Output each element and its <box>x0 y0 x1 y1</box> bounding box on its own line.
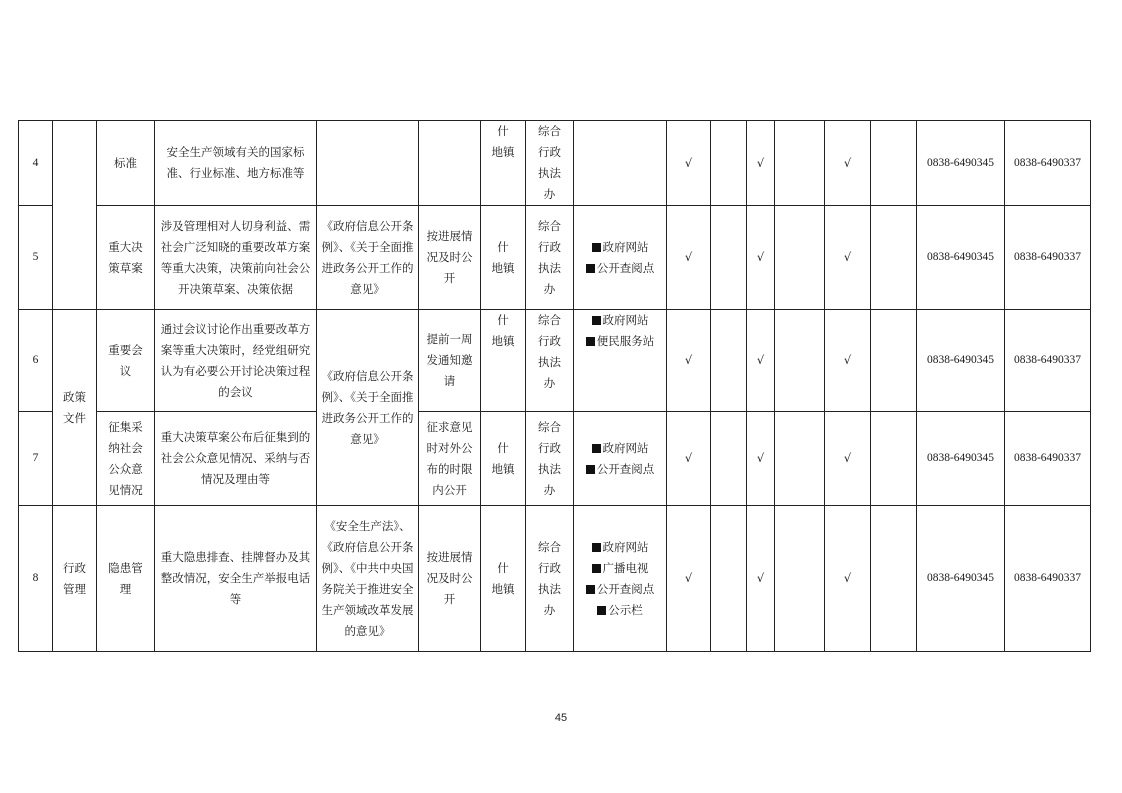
bullet-square-icon <box>586 585 595 594</box>
check-mark: √ <box>825 121 871 206</box>
bullet-square-icon <box>592 543 601 552</box>
empty-cell <box>871 506 917 652</box>
item-description: 重大隐患排查、挂牌督办及其整改情况，安全生产举报电话等 <box>155 506 317 652</box>
check-mark: √ <box>747 506 775 652</box>
responsible-dept: 综合 行政 执法 办 <box>526 412 574 506</box>
item-description: 涉及管理相对人切身利益、需社会广泛知晓的重要改革方案等重大决策，决策前向社会公开决策草案、决策依据 <box>155 206 317 310</box>
bullet-square-icon <box>586 465 595 474</box>
channel-item: 政府网站 <box>578 310 662 331</box>
disclosure-table <box>18 120 1091 652</box>
empty-cell <box>711 412 747 506</box>
empty-cell <box>871 310 917 412</box>
disclosure-channels <box>574 121 667 206</box>
responsible-dept: 综合 行政 执法 办 <box>526 506 574 652</box>
channel-item: 政府网站 <box>578 438 662 459</box>
category-name: 政策 文件 <box>53 310 97 506</box>
legal-basis: 《政府信息公开条例》、《关于全面推进政务公开工作的意见》 <box>317 206 419 310</box>
channel-item: 便民服务站 <box>578 331 662 352</box>
bullet-square-icon <box>592 564 601 573</box>
disclosure-time: 征求意见 时对外公 布的时限 内公开 <box>419 412 481 506</box>
check-mark: √ <box>747 412 775 506</box>
empty-cell <box>871 121 917 206</box>
channel-item: 公开查阅点 <box>578 459 662 480</box>
empty-cell <box>775 412 825 506</box>
disclosure-subject: 什 地镇 <box>481 412 526 506</box>
empty-cell <box>711 121 747 206</box>
table-row <box>19 206 1091 310</box>
disclosure-subject: 什 地镇 <box>481 310 526 412</box>
check-mark: √ <box>667 310 711 412</box>
bullet-square-icon <box>592 316 601 325</box>
check-mark: √ <box>825 506 871 652</box>
empty-cell <box>775 121 825 206</box>
check-mark: √ <box>667 506 711 652</box>
row-number: 8 <box>19 506 53 652</box>
phone-number: 0838-6490345 <box>917 310 1005 412</box>
phone-number: 0838-6490337 <box>1005 121 1091 206</box>
disclosure-subject: 什 地镇 <box>481 506 526 652</box>
row-number: 6 <box>19 310 53 412</box>
item-description: 安全生产领域有关的国家标准、行业标准、地方标准等 <box>155 121 317 206</box>
disclosure-subject: 什 地镇 <box>481 206 526 310</box>
channel-item: 公示栏 <box>578 600 662 621</box>
table-row <box>19 121 1091 206</box>
bullet-square-icon <box>586 337 595 346</box>
check-mark: √ <box>667 121 711 206</box>
phone-number: 0838-6490345 <box>917 412 1005 506</box>
table-row <box>19 310 1091 412</box>
item-description: 重大决策草案公布后征集到的社会公众意见情况、采纳与否情况及理由等 <box>155 412 317 506</box>
responsible-dept: 综合 行政 执法 办 <box>526 121 574 206</box>
check-mark: √ <box>747 121 775 206</box>
category-cell-empty <box>53 121 97 310</box>
responsible-dept: 综合 行政 执法 办 <box>526 310 574 412</box>
table-row <box>19 506 1091 652</box>
empty-cell <box>775 310 825 412</box>
empty-cell <box>871 206 917 310</box>
item-name: 重大决 策草案 <box>97 206 155 310</box>
legal-basis: 《政府信息公开条例》、《关于全面推进政务公开工作的意见》 <box>317 310 419 506</box>
legal-basis: 《安全生产法》、《政府信息公开条例》、《中共中央国务院关于推进安全生产领域改革发展的意见》 <box>317 506 419 652</box>
empty-cell <box>775 206 825 310</box>
check-mark: √ <box>825 412 871 506</box>
item-name: 重要会 议 <box>97 310 155 412</box>
channel-item: 公开查阅点 <box>578 258 662 279</box>
disclosure-channels <box>574 206 667 310</box>
channel-item: 公开查阅点 <box>578 579 662 600</box>
phone-number: 0838-6490345 <box>917 121 1005 206</box>
channel-item: 广播电视 <box>578 558 662 579</box>
phone-number: 0838-6490337 <box>1005 412 1091 506</box>
item-name: 隐患管 理 <box>97 506 155 652</box>
check-mark: √ <box>747 310 775 412</box>
item-description: 通过会议讨论作出重要改革方案等重大决策时，经党组研究认为有必要公开讨论决策过程的会议 <box>155 310 317 412</box>
disclosure-subject: 什 地镇 <box>481 121 526 206</box>
bullet-square-icon <box>592 243 601 252</box>
check-mark: √ <box>747 206 775 310</box>
row-number: 4 <box>19 121 53 206</box>
phone-number: 0838-6490345 <box>917 206 1005 310</box>
channel-item: 政府网站 <box>578 237 662 258</box>
phone-number: 0838-6490337 <box>1005 506 1091 652</box>
disclosure-time: 提前一周 发通知邀 请 <box>419 310 481 412</box>
disclosure-channels <box>574 506 667 652</box>
item-name: 征集采 纳社会 公众意 见情况 <box>97 412 155 506</box>
empty-cell <box>711 206 747 310</box>
empty-cell <box>711 506 747 652</box>
row-number: 7 <box>19 412 53 506</box>
empty-cell <box>775 506 825 652</box>
disclosure-time: 按进展情 况及时公 开 <box>419 206 481 310</box>
responsible-dept: 综合 行政 执法 办 <box>526 206 574 310</box>
disclosure-channels <box>574 412 667 506</box>
item-name: 标准 <box>97 121 155 206</box>
empty-cell <box>871 412 917 506</box>
phone-number: 0838-6490337 <box>1005 310 1091 412</box>
check-mark: √ <box>825 206 871 310</box>
phone-number: 0838-6490337 <box>1005 206 1091 310</box>
channel-item: 政府网站 <box>578 537 662 558</box>
bullet-square-icon <box>597 606 606 615</box>
disclosure-time: 按进展情 况及时公 开 <box>419 506 481 652</box>
empty-cell <box>711 310 747 412</box>
page-number: 45 <box>554 712 568 724</box>
disclosure-time <box>419 121 481 206</box>
category-name: 行政 管理 <box>53 506 97 652</box>
check-mark: √ <box>667 206 711 310</box>
phone-number: 0838-6490345 <box>917 506 1005 652</box>
check-mark: √ <box>825 310 871 412</box>
bullet-square-icon <box>592 444 601 453</box>
disclosure-channels <box>574 310 667 412</box>
row-number: 5 <box>19 206 53 310</box>
bullet-square-icon <box>586 264 595 273</box>
legal-basis <box>317 121 419 206</box>
table-row <box>19 412 1091 506</box>
check-mark: √ <box>667 412 711 506</box>
